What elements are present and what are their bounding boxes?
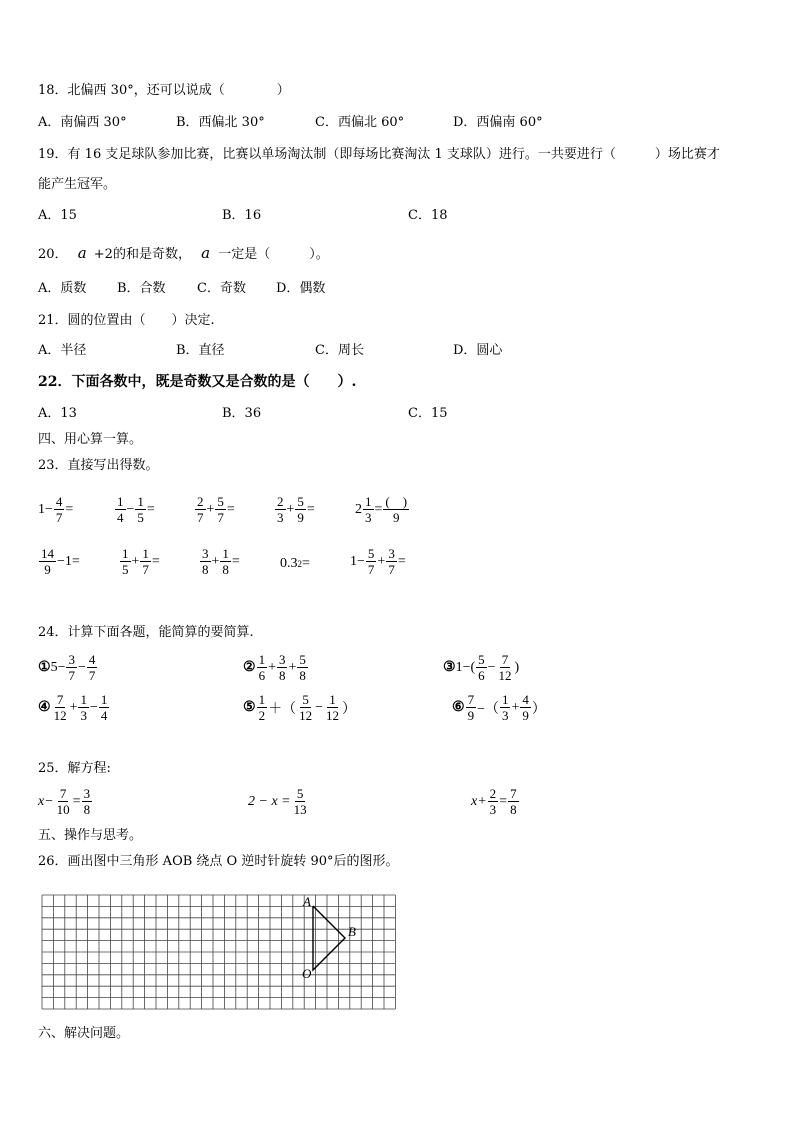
q25-equation-2 [248, 786, 310, 817]
numerator: 7 [501, 652, 509, 667]
q21-option-b: B．直径 [176, 343, 225, 358]
denominator: 3 [365, 510, 372, 525]
q18-option-c: C．西偏北 60° [315, 115, 405, 130]
numerator: 1 [80, 692, 87, 707]
q22-option-a: A．13 [38, 406, 77, 421]
suffix: ) [514, 659, 520, 675]
q23-expr-3 [194, 494, 235, 525]
denominator: 12 [53, 708, 67, 723]
denominator: 7 [88, 668, 96, 683]
q19-option-c: C．18 [408, 208, 448, 223]
fraction [275, 494, 286, 525]
denominator: 4 [117, 510, 124, 525]
denominator: 7 [142, 562, 149, 577]
operator: + [211, 553, 220, 569]
denominator: 2 [258, 708, 266, 723]
numerator: 1 [137, 494, 144, 509]
q22-option-c: C．15 [408, 406, 448, 421]
equals: = [72, 793, 81, 809]
operator: −（ [477, 701, 499, 717]
grid-lines [42, 895, 395, 1009]
q20-option-a: A．质数 [38, 281, 87, 296]
q22-stem: 22．下面各数中，既是奇数又是合数的是（ ）. [38, 374, 357, 390]
operator: + [377, 553, 386, 569]
q21-stem: 21．圆的位置由（ ）决定. [38, 313, 215, 328]
numerator: 1 [117, 494, 124, 509]
q20-plus-two: +2 [93, 247, 113, 262]
q26-stem: 26．画出图中三角形 AOB 绕点 O 逆时针旋转 90°后的图形。 [38, 854, 399, 869]
q23-expr-7 [119, 546, 160, 577]
operator: ＋（ [268, 701, 297, 717]
numerator: 4 [522, 692, 529, 707]
q19-option-a: A．15 [38, 208, 77, 223]
fraction [78, 692, 89, 723]
fraction [135, 494, 146, 525]
fraction [508, 786, 519, 817]
q25-equation-3 [471, 786, 520, 817]
equals: = [306, 501, 315, 517]
denominator: 8 [222, 562, 229, 577]
prefix: 1− [350, 553, 365, 569]
fraction [52, 692, 69, 723]
q23-expr-2 [114, 494, 155, 525]
equals: = [146, 501, 155, 517]
equals: = [302, 556, 310, 571]
q18-option-b: B．西偏北 30° [176, 115, 265, 130]
circled-number: ② [243, 660, 256, 675]
q24-stem: 24．计算下面各题，能简算的要简算. [38, 625, 254, 640]
q20-stem [38, 244, 329, 264]
q19-stem-line2: 能产生冠军。 [38, 177, 117, 192]
denominator: 9 [467, 708, 475, 723]
q24-problem-1 [38, 652, 98, 683]
q19-stem-line1: 19．有 16 支足球队参加比赛，比赛以单场淘汰制（即每场比赛淘汰 1 支球队）进行。一共要进行（ ）场比赛才 [38, 147, 720, 162]
q24-problem-2 [243, 652, 309, 683]
section-4-heading: 四、用心算一算。 [38, 432, 143, 447]
exponent: 2 [297, 559, 302, 569]
denominator: 5 [122, 562, 129, 577]
denominator: 8 [299, 668, 306, 683]
fraction [297, 692, 314, 723]
prefix: x+ [471, 793, 487, 809]
fraction [120, 546, 131, 577]
circled-number: ⑤ [243, 700, 256, 715]
operator: − [487, 659, 496, 675]
numerator-blank: ( ) [385, 494, 408, 509]
equals: = [397, 553, 406, 569]
circled-number: ③ [443, 660, 456, 675]
denominator: 8 [83, 802, 91, 817]
denominator: 7 [367, 562, 375, 577]
q24-problem-6 [452, 692, 546, 723]
q23-expr-8 [199, 546, 240, 577]
numerator: 1 [329, 692, 336, 707]
q21-option-c: C．周长 [315, 343, 364, 358]
numerator: 7 [510, 786, 517, 801]
denominator: 7 [55, 510, 63, 525]
numerator: 1 [258, 652, 266, 667]
fraction [297, 652, 308, 683]
q25-stem: 25．解方程: [38, 761, 111, 776]
q23-expr-10 [350, 546, 406, 577]
fraction [99, 692, 110, 723]
fraction [200, 546, 211, 577]
fraction [140, 546, 151, 577]
circled-number: ⑥ [452, 700, 465, 715]
q20-var-a: a [77, 244, 87, 262]
q20-option-c: C．奇数 [197, 281, 246, 296]
numerator: 3 [278, 652, 286, 667]
denominator: 7 [197, 510, 204, 525]
denominator: 12 [325, 708, 339, 723]
q20-var-a-2: a [201, 244, 211, 262]
operator: − [77, 659, 86, 675]
denominator: 13 [293, 802, 307, 817]
base: 0.3 [280, 556, 298, 571]
equals: = [231, 553, 240, 569]
q20-option-d: D．偶数 [276, 281, 326, 296]
fraction [82, 786, 93, 817]
fraction [54, 494, 65, 525]
prefix: x− [38, 793, 54, 809]
fraction [476, 652, 487, 683]
operator: + [206, 501, 215, 517]
numerator: 4 [55, 494, 63, 509]
q23-expr-6 [38, 546, 80, 577]
q20-text-2: 一定是（ ）。 [218, 247, 329, 262]
q23-expr-5 [355, 494, 410, 525]
numerator: 7 [56, 692, 64, 707]
numerator: 1 [122, 546, 129, 561]
numerator: 5 [367, 546, 375, 561]
q20-number: 20． [38, 247, 68, 262]
denominator: 9 [44, 562, 51, 577]
fraction [520, 692, 531, 723]
denominator: 12 [498, 668, 512, 683]
fraction [195, 494, 206, 525]
fraction [277, 652, 288, 683]
denominator: 10 [56, 802, 70, 817]
suffix: ） [531, 701, 546, 717]
operator: − [89, 699, 98, 715]
q18-option-a: A．南偏西 30° [38, 115, 127, 130]
operator: + [268, 659, 276, 675]
q21-option-a: A．半径 [38, 343, 87, 358]
fraction [497, 652, 514, 683]
denominator: 5 [137, 510, 144, 525]
q19-option-b: B．16 [222, 208, 262, 223]
circled-number: ① [38, 660, 51, 675]
section-6-heading: 六、解决问题。 [38, 1026, 130, 1041]
numerator: 1 [258, 692, 266, 707]
numerator: 1 [142, 546, 149, 561]
fraction [488, 786, 499, 817]
label-o: O [302, 966, 312, 981]
q21-option-d: D．圆心 [453, 343, 503, 358]
fraction [295, 494, 306, 525]
answer-fraction [383, 494, 409, 525]
equals: = [499, 793, 508, 809]
fraction [220, 546, 231, 577]
numerator: 7 [467, 692, 475, 707]
fraction [115, 494, 126, 525]
fraction [466, 692, 477, 723]
q23-stem: 23．直接写出得数。 [38, 458, 159, 473]
operator: + [511, 699, 520, 715]
fraction [386, 546, 397, 577]
numerator: 1 [222, 546, 229, 561]
fraction [87, 652, 98, 683]
triangle-aob [313, 906, 345, 970]
operator: + [131, 553, 140, 569]
denominator: 6 [258, 668, 266, 683]
fraction [257, 652, 268, 683]
operator: − [126, 501, 135, 517]
numerator: 4 [88, 652, 96, 667]
operator: − [315, 699, 323, 715]
numerator: 7 [59, 786, 67, 801]
q22-option-b: B．36 [222, 406, 262, 421]
denominator: 6 [478, 668, 485, 683]
denominator: 3 [80, 708, 87, 723]
label-a: A [303, 894, 311, 909]
denominator: 8 [202, 562, 209, 577]
q23-expr-1 [38, 494, 73, 525]
q20-text-1: 的和是奇数， [112, 247, 191, 262]
q23-expr-4 [274, 494, 315, 525]
operator: + [69, 699, 78, 715]
fraction [324, 692, 341, 723]
denominator: 7 [68, 668, 75, 683]
prefix: 1− [38, 501, 53, 517]
equals: = [226, 501, 235, 517]
numerator: 3 [388, 546, 395, 561]
prefix: 1−( [455, 659, 476, 675]
fraction [215, 494, 226, 525]
prefix: 5− [50, 659, 66, 675]
denominator: 9 [522, 708, 529, 723]
fraction [363, 494, 374, 525]
q24-problem-5 [243, 692, 356, 723]
fraction [500, 692, 511, 723]
section-5-heading: 五、操作与思考。 [38, 828, 143, 843]
fraction [366, 546, 377, 577]
denominator: 8 [510, 802, 517, 817]
q25-equation-1 [38, 786, 93, 817]
denominator: 3 [501, 708, 509, 723]
q18-stem: 18．北偏西 30°，还可以说成（ ） [38, 83, 290, 98]
q23-expr-9 [280, 556, 310, 572]
numerator: 5 [297, 494, 304, 509]
numerator: 5 [302, 692, 309, 707]
numerator: 3 [202, 546, 209, 561]
q24-problem-3 [443, 652, 519, 683]
numerator: 5 [478, 652, 485, 667]
denominator: 8 [278, 668, 286, 683]
fraction [55, 786, 72, 817]
numerator: 5 [296, 786, 304, 801]
numerator: 3 [83, 786, 91, 801]
fraction [66, 652, 77, 683]
fraction [257, 692, 268, 723]
prefix: 2 − x = [248, 793, 291, 809]
denominator: 3 [277, 510, 284, 525]
denominator: 4 [100, 708, 108, 723]
numerator: 2 [277, 494, 284, 509]
equals: = [65, 501, 74, 517]
numerator: 2 [489, 786, 497, 801]
denominator: 12 [299, 708, 313, 723]
operator: + [288, 659, 297, 675]
rotation-grid [40, 893, 404, 1013]
numerator: 1 [501, 692, 509, 707]
fraction [292, 786, 309, 817]
numerator: 14 [41, 546, 54, 561]
denominator: 7 [388, 562, 395, 577]
numerator: 1 [365, 494, 372, 509]
numerator: 5 [299, 652, 306, 667]
label-b: B [348, 924, 356, 939]
suffix: −1= [57, 553, 80, 569]
q24-problem-4 [38, 692, 110, 723]
whole-part: 2 [355, 501, 362, 517]
numerator: 2 [197, 494, 204, 509]
numerator: 5 [217, 494, 224, 509]
equals: = [151, 553, 160, 569]
denominator: 3 [489, 802, 497, 817]
operator: + [286, 501, 295, 517]
denominator: 9 [392, 510, 400, 525]
q20-option-b: B．合数 [117, 281, 166, 296]
numerator: 1 [100, 692, 108, 707]
q18-option-d: D．西偏南 60° [453, 115, 543, 130]
equals: = [374, 501, 383, 517]
suffix: ） [341, 701, 356, 717]
denominator: 9 [297, 510, 304, 525]
numerator: 3 [68, 652, 75, 667]
fraction [39, 546, 56, 577]
circled-number: ④ [38, 700, 51, 715]
denominator: 7 [217, 510, 224, 525]
